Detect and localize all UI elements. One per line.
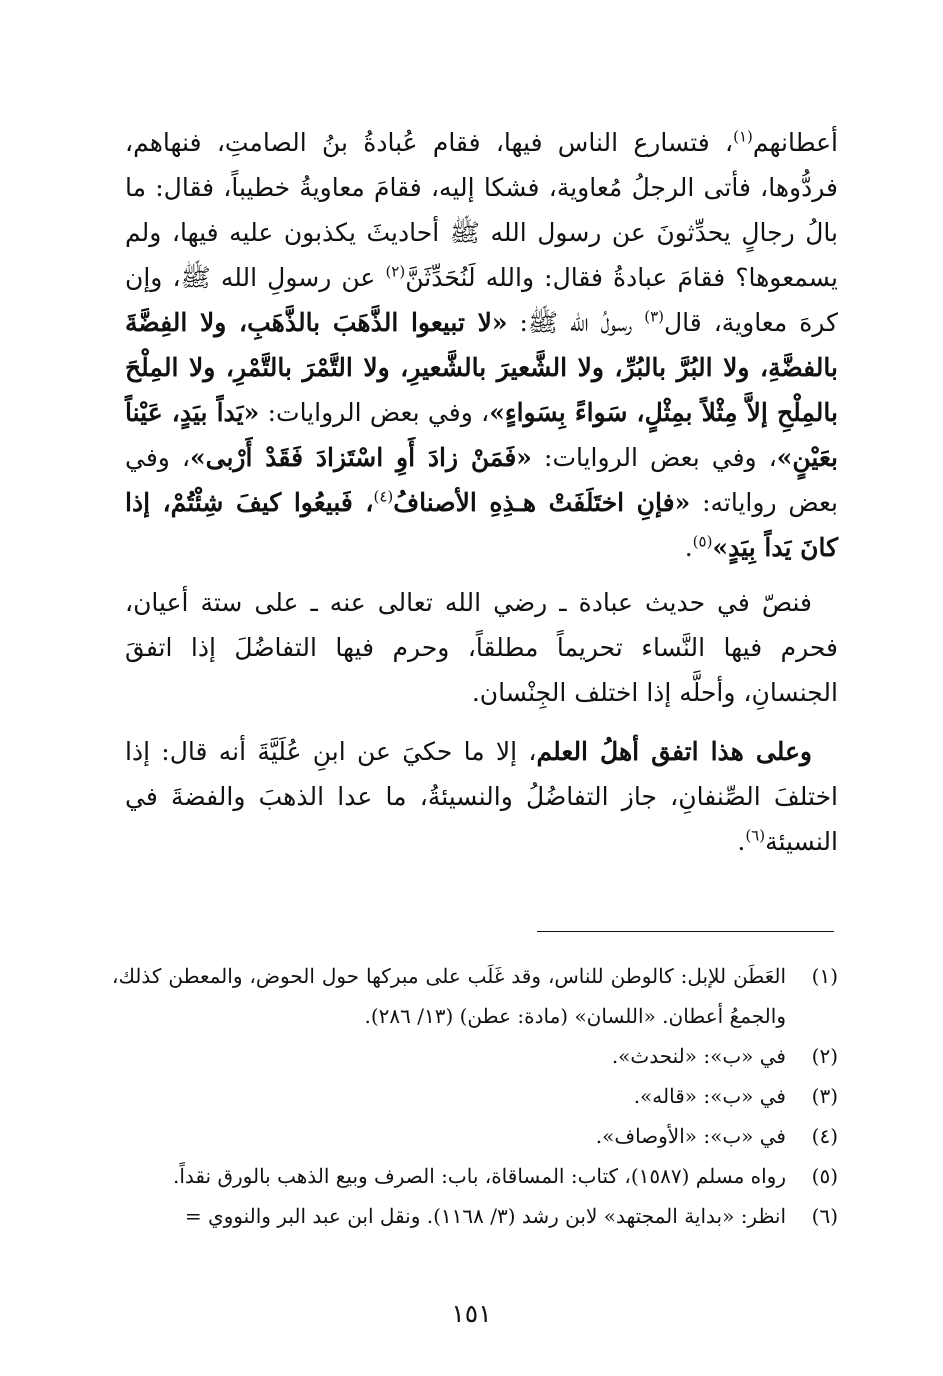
hadith-quote: «فإنِ اختَلَفَتْ هـذِهِ الأصنافُ (393, 488, 691, 517)
footnote-number: (٥) (811, 1164, 838, 1188)
footnote-separator (537, 931, 834, 932)
footnote (112, 1116, 838, 1156)
footnote-ref-1: (١) (733, 127, 753, 146)
footnote (112, 1196, 838, 1236)
footnote-text: العَطَن للإبل: كالوطن للناس، وقد غَلَب على مبركها حول الحوض، والمعطن كذلك، والجمعُ أعطان. «اللسان» (مادة: عطن) (١٣/ ٢٨٦). (112, 964, 786, 1028)
footnote (112, 956, 838, 1036)
footnote (112, 1156, 838, 1196)
text-run: ، فتسارع الناس فيها، فقام عُبادةُ بنُ الصامتِ، فنهاهم، فردُّوها، فأتى الرجلُ مُعاوية، فشكا إليه، فقامَ معاويةُ خطيباً، فقال: ما بالُ رجالٍ يحدِّثونَ عن رسول الله ﷺ أحاديثَ يكذبون عليه فيها، ولم يسمعوها؟ فقامَ عبادةُ فقال: والله لَنُحَدِّثَنَّ (125, 128, 838, 292)
hadith-quote: ، فَبيعُوا كيفَ شِئْتُمْ، إذا كانَ يَداً بِيَدٍ» (125, 488, 838, 562)
footnotes (112, 956, 838, 1236)
page-number: ١٥١ (451, 1299, 492, 1328)
text-run: عن رسولِ الله ﷺ، وإن كرهَ معاوية، قال (125, 263, 839, 337)
footnote-ref-4: (٤) (373, 487, 394, 506)
paragraph-consensus (125, 729, 838, 864)
paragraph-ruling: فنصّ في حديث عبادة ـ رضي الله تعالى عنه ـ على ستة أعيان، فحرم فيها النَّساء تحريماً مطلقاً، وحرم فيها التفاضُلَ إذا اتفقَ الجنسانِ، وأحلَّه إذا اختلف الجِنْسان. (125, 588, 838, 707)
footnote-number: (٦) (811, 1204, 838, 1228)
footnote-number: (١) (811, 964, 838, 988)
footnote-text: انظر: «بداية المجتهد» لابن رشد (٣/ ١١٦٨). ونقل ابن عبد البر والنووي = (184, 1204, 786, 1228)
footnote-ref-2: (٢) (385, 262, 406, 281)
footnote-number: (٣) (811, 1084, 838, 1108)
text-run: ، وفي بعض رواياته: (125, 443, 838, 517)
footnote-ref-6: (٦) (745, 826, 766, 845)
text-run: ، وفي بعض الروايات: (531, 443, 777, 472)
footnote-ref-3: (٣) (644, 307, 665, 326)
hadith-quote: «يَداً بيَدٍ، عَيْناً بعَيْنٍ» (125, 398, 838, 472)
text-run: ، وفي بعض الروايات: (259, 398, 490, 427)
bold-lead: وعلى هذا اتفق أهلُ العلم (536, 737, 812, 766)
footnote-text: في «ب»: «الأوصاف». (595, 1124, 786, 1148)
footnote-text: في «ب»: «قاله». (633, 1084, 786, 1108)
footnote (112, 1036, 838, 1076)
footnote-number: (٢) (811, 1044, 838, 1068)
text-run: ، إلا ما حكيَ عن ابنِ عُلَيَّةَ أنه قال: إذا اختلفَ الصِّنفانِ، جاز التفاضُلُ والنسيئةُ، ما عدا الذهبَ والفضةَ في النسيئة (125, 737, 838, 856)
main-text (125, 120, 838, 872)
footnote-text: رواه مسلم (١٥٨٧)، كتاب: المساقاة، باب: الصرف وبيع الذهب بالورق نقداً. (173, 1164, 786, 1188)
footnote (112, 1076, 838, 1116)
hadith-quote: «لا تبيعوا الذَّهَبَ بالذَّهَبِ، ولا الفِضَّةَ بالفضَّةِ، ولا البُرَّ بالبُرِّ، ولا الشَّعيرَ بالشَّعيرِ، ولا التَّمْرَ بالتَّمْرِ، ولا المِلْحَ بالمِلْحِ إلاَّ مِثْلاً بمِثْلٍ، سَواءً بِسَواءٍ» (125, 308, 839, 427)
footnote-text: في «ب»: «لنحدث». (611, 1044, 786, 1068)
paragraph-hadith (125, 120, 838, 570)
footnote-ref-5: (٥) (692, 532, 713, 551)
text-run: . (737, 827, 746, 856)
text-run: أعطانهم (752, 128, 838, 157)
text-run: رسولُ الله ﷺ: (507, 308, 645, 337)
hadith-quote: «فَمَنْ زادَ أَوِ اسْتَزادَ فَقَدْ أَرْبى» (190, 443, 532, 472)
footnote-number: (٤) (811, 1124, 838, 1148)
text-run: . (684, 533, 693, 562)
